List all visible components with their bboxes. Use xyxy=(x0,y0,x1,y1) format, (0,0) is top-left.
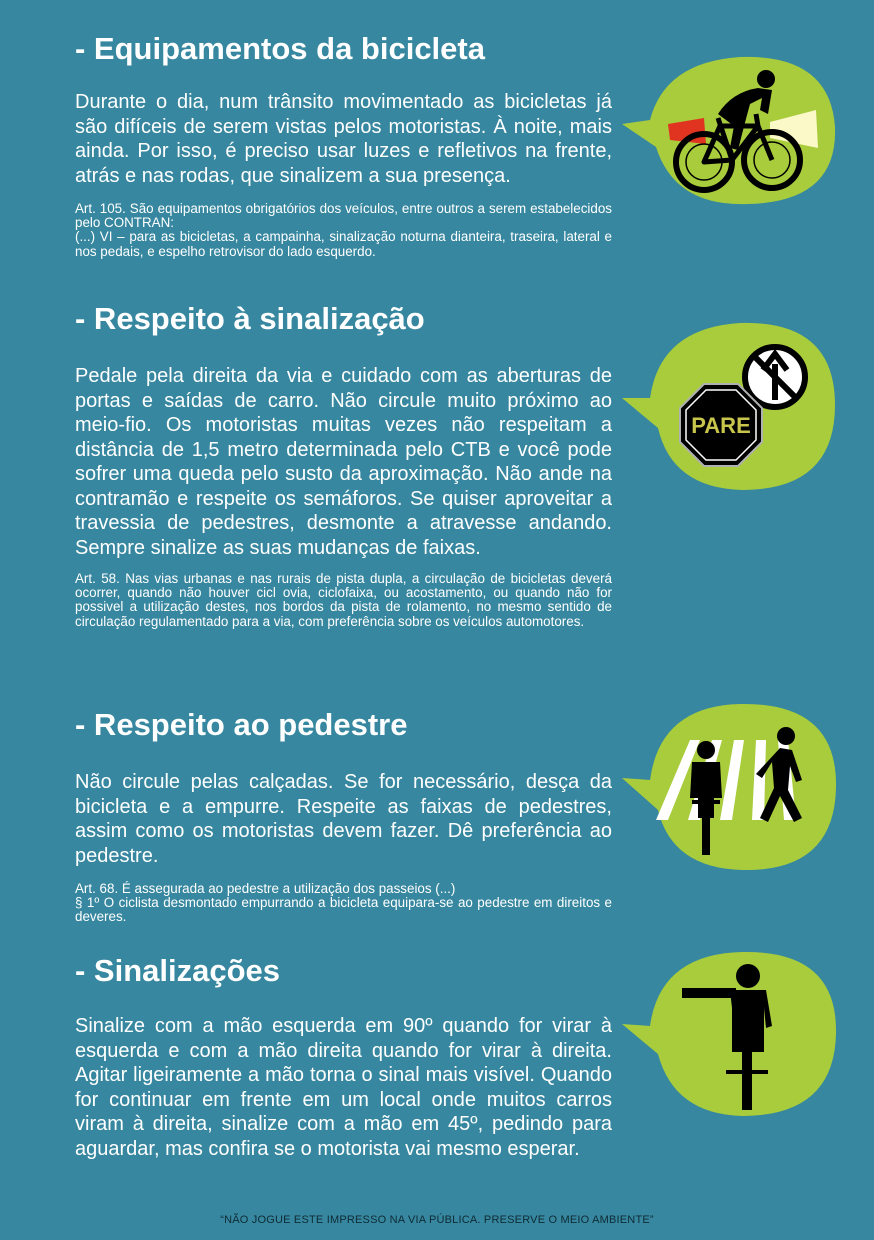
traffic-signs-icon xyxy=(620,320,840,495)
law-excerpt xyxy=(75,882,612,925)
section-title: - Respeito ao pedestre xyxy=(75,707,408,742)
section-body: Durante o dia, num trânsito movimentado as bicicletas já são difíceis de serem vistas pelos motoristas. À noite, mais ainda. Por isso, é preciso usar luzes e refletivos na frente, atrás e nas rodas, que sinalizem a sua presença. xyxy=(75,91,612,187)
law-line: Art. 68. É assegurada ao pedestre a utilização dos passeios (...) xyxy=(75,881,456,896)
section-title: - Sinalizações xyxy=(75,953,281,988)
hand-signal-cyclist-icon xyxy=(620,948,840,1120)
law-line: Art. 105. São equipamentos obrigatórios dos veículos, entre outros a serem estabelecidos pelo CONTRAN: xyxy=(75,201,612,231)
section-title: - Equipamentos da bicicleta xyxy=(75,31,485,66)
law-line: Art. 58. Nas vias urbanas e nas rurais de pista dupla, a circulação de bicicletas deverá ocorrer, quando não houver cicl ovia, ciclofaixa, ou acostamento, ou quando não for possivel a utilização destes, nos bordos da pista de rolamento, no mesmo sentido de circulação regulamentado para a via, com preferência sobre os veículos automotores. xyxy=(75,571,612,629)
law-excerpt xyxy=(75,572,612,629)
law-line: § 1º O ciclista desmontado empurrando a bicicleta equipara-se ao pedestre em direitos e deveres. xyxy=(75,895,612,925)
footer-notice: “NÃO JOGUE ESTE IMPRESSO NA VIA PÚBLICA. PRESERVE O MEIO AMBIENTE” xyxy=(220,1214,654,1226)
section-title: - Respeito à sinalização xyxy=(75,301,425,336)
section-sinalizacao xyxy=(75,300,612,629)
section-equipamentos xyxy=(75,30,612,259)
cyclist-with-lights-icon xyxy=(620,52,840,212)
section-body: Pedale pela direita da via e cuidado com as aberturas de portas e saídas de carro. Não circule muito próximo ao meio-fio. Os motoristas muitas vezes não respeitam a distância de 1,5 metro determinada pelo CTB e você pode sofrer uma queda pelo susto da aproximação. Não ande na contramão e respeite os semáforos. Se quiser aproveitar a travessia de pedestres, desmonte a atravesse andando. Sempre sinalize as suas mudanças de faixas. xyxy=(75,365,612,559)
section-body: Sinalize com a mão esquerda em 90º quando for virar à esquerda e com a mão direita quando for virar à direita. Agitar ligeiramente a mão torna o sinal mais visível. Quando for continuar em frente em um local onde muitos carros viram à direita, sinalize com a mão em 45º, pedindo para aguardar, mas confira se o motorista vai mesmo esperar. xyxy=(75,1015,612,1160)
law-excerpt xyxy=(75,202,612,259)
section-pedestre xyxy=(75,706,612,925)
pedestrian-crossing-icon xyxy=(620,700,840,875)
stop-sign-text: PARE xyxy=(691,413,751,438)
law-line: (...) VI – para as bicicletas, a campainha, sinalização noturna dianteira, traseira, lateral e nos pedais, e espelho retrovisor do lado esquerdo. xyxy=(75,229,612,259)
section-sinalizacoes xyxy=(75,952,612,1161)
section-body: Não circule pelas calçadas. Se for necessário, desça da bicicleta e a empurre. Respeite as faixas de pedestres, assim como os motoristas devem fazer. Dê preferência ao pedestre. xyxy=(75,771,612,867)
